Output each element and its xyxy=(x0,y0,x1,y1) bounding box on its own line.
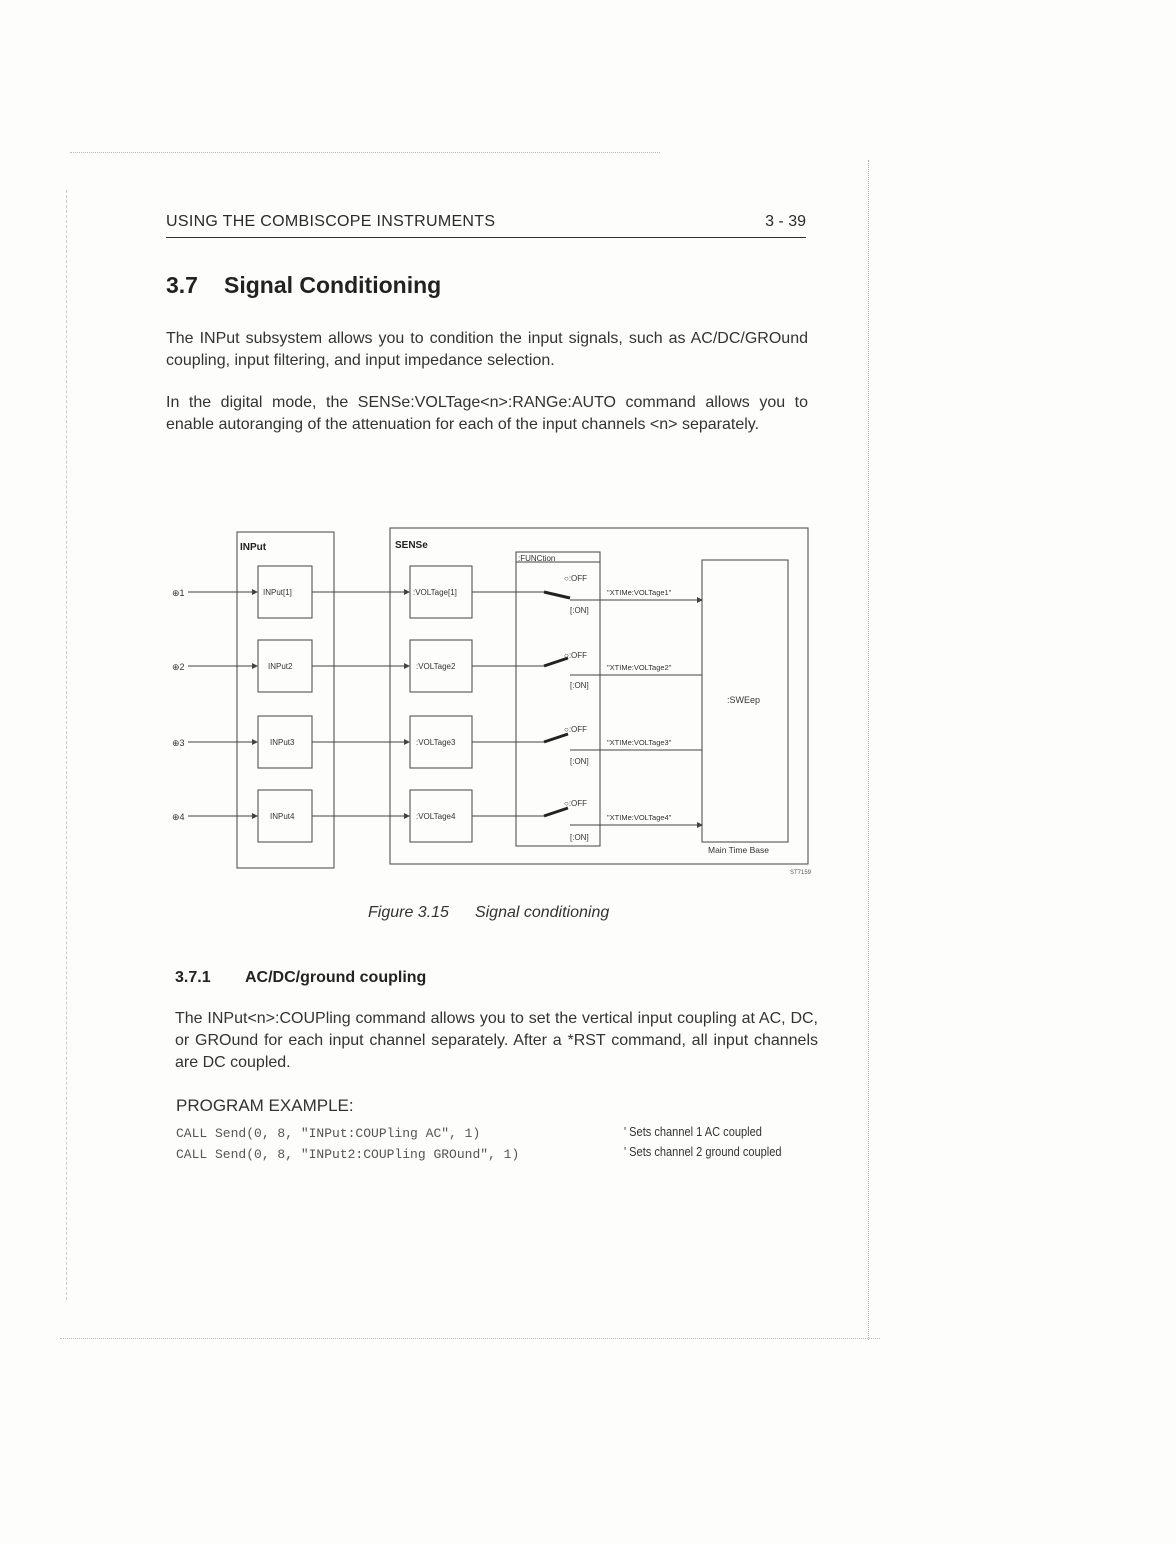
off-2-label: ○:OFF xyxy=(564,651,588,660)
terminal-4: ⊕4 xyxy=(172,812,185,822)
on-2-label: [:ON] xyxy=(570,681,589,690)
terminal-2: ⊕2 xyxy=(172,662,185,672)
figure-code: ST7159 xyxy=(790,870,812,876)
section-title: Signal Conditioning xyxy=(224,272,442,298)
function-label: :FUNCtion xyxy=(518,554,556,563)
voltage-1-label: :VOLTage[1] xyxy=(413,588,457,597)
subsection-heading xyxy=(175,969,426,987)
binding-holes xyxy=(66,190,67,1300)
terminal-1: ⊕1 xyxy=(172,588,185,598)
off-3-label: ○:OFF xyxy=(564,725,588,734)
on-4-label: [:ON] xyxy=(570,833,589,842)
on-1-label: [:ON] xyxy=(570,606,589,615)
voltage-4-label: :VOLTage4 xyxy=(416,812,456,821)
scan-dotted-line xyxy=(60,1338,880,1339)
autorange-paragraph: In the digital mode, the SENSe:VOLTage<n>:RANGe:AUTO command allows you to enable autoranging of the attenuation for each of the input channels <n> separately. xyxy=(166,394,808,433)
input-3-label: INPut3 xyxy=(270,738,295,747)
input-1-label: INPut[1] xyxy=(263,588,292,597)
scan-page-edge xyxy=(868,160,869,1340)
route-3-label: "XTIMe:VOLTage3" xyxy=(607,738,672,747)
route-4-label: "XTIMe:VOLTage4" xyxy=(607,813,672,822)
figure-number: Figure 3.15 xyxy=(368,904,449,921)
timebase-label: Main Time Base xyxy=(708,845,769,855)
channel-1-path xyxy=(172,566,702,618)
signal-conditioning-diagram xyxy=(160,520,820,880)
code-comment-2: ' Sets channel 2 ground coupled xyxy=(624,1144,782,1159)
running-header xyxy=(166,213,806,238)
channel-3-path xyxy=(172,716,702,768)
coupling-paragraph: The INPut<n>:COUPling command allows you to set the vertical input coupling at AC, DC, or GROund for each input channel separately. After a *RST command, all input channels are DC coupled. xyxy=(175,1010,818,1071)
input-2-label: INPut2 xyxy=(268,662,293,671)
route-2-label: "XTIMe:VOLTage2" xyxy=(607,663,672,672)
section-heading xyxy=(166,272,441,299)
off-4-label: ○:OFF xyxy=(564,799,588,808)
code-line-1: CALL Send(0, 8, "INPut:COUPling AC", 1) xyxy=(176,1126,481,1141)
subsection-number: 3.7.1 xyxy=(175,969,211,986)
program-example-label: PROGRAM EXAMPLE: xyxy=(176,1096,354,1115)
voltage-3-label: :VOLTage3 xyxy=(416,738,456,747)
on-3-label: [:ON] xyxy=(570,757,589,766)
channel-2-path xyxy=(172,640,702,692)
code-comment-1: ' Sets channel 1 AC coupled xyxy=(624,1124,762,1139)
scan-dotted-line xyxy=(70,152,660,153)
channel-4-path xyxy=(172,790,702,842)
voltage-2-label: :VOLTage2 xyxy=(416,662,456,671)
off-1-label: ○:OFF xyxy=(564,574,588,583)
subsection-title: AC/DC/ground coupling xyxy=(245,969,427,986)
sense-block-label: SENSe xyxy=(395,540,428,551)
input-4-label: INPut4 xyxy=(270,812,295,821)
header-section-title: USING THE COMBISCOPE INSTRUMENTS xyxy=(166,213,496,230)
figure-caption xyxy=(368,904,609,922)
figure-title: Signal conditioning xyxy=(474,904,610,921)
sweep-label: :SWEep xyxy=(727,695,761,705)
code-line-2: CALL Send(0, 8, "INPut2:COUPling GROund", 1) xyxy=(176,1147,520,1162)
intro-paragraph: The INPut subsystem allows you to condition the input signals, such as AC/DC/GROund coupling, input filtering, and input impedance selection. xyxy=(166,330,808,369)
input-block-label: INPut xyxy=(240,542,267,553)
page-number: 3 - 39 xyxy=(765,213,806,230)
route-1-label: "XTIMe:VOLTage1" xyxy=(607,588,672,597)
section-number: 3.7 xyxy=(166,272,198,298)
terminal-3: ⊕3 xyxy=(172,738,185,748)
